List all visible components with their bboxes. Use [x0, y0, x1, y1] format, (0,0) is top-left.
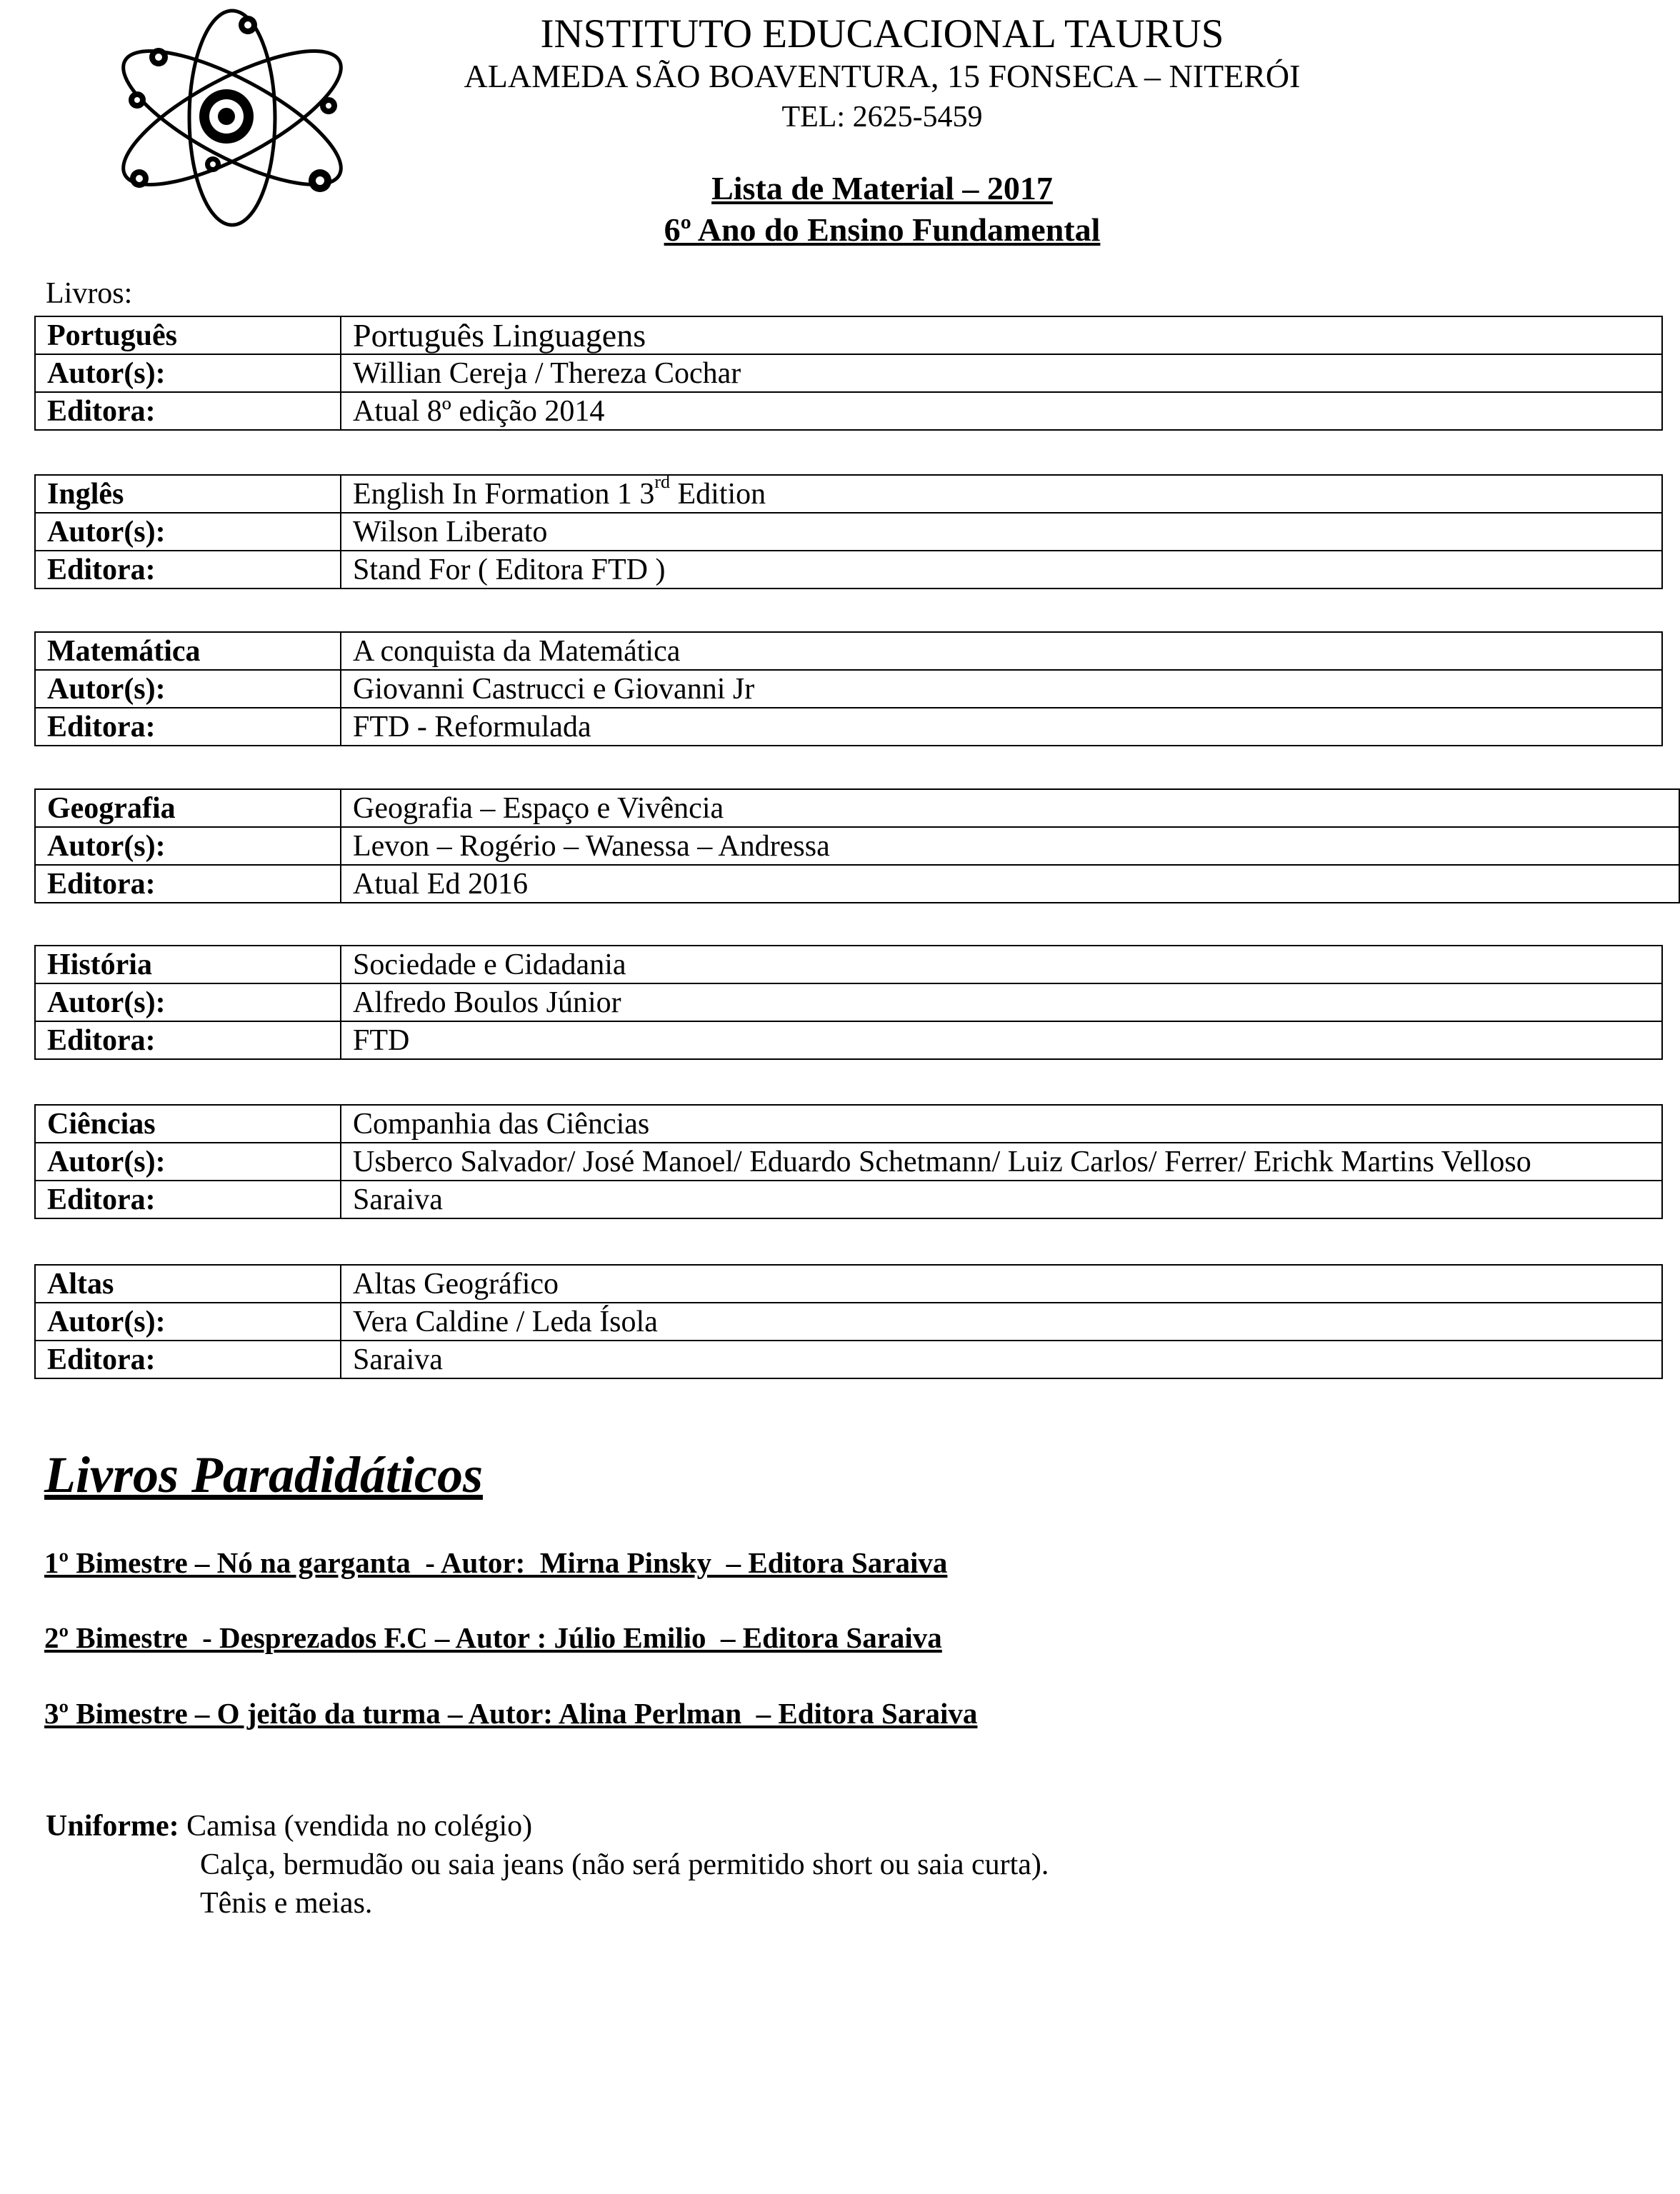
book-publisher: Stand For ( Editora FTD )	[341, 551, 1662, 588]
book-author: Alfredo Boulos Júnior	[341, 983, 1662, 1021]
book-author: Giovanni Castrucci e Giovanni Jr	[341, 670, 1662, 708]
author-label: Autor(s):	[35, 1143, 341, 1181]
school-name: INSTITUTO EDUCACIONAL TAURUS	[540, 11, 1224, 56]
publisher-label: Editora:	[35, 551, 341, 588]
publisher-label: Editora:	[35, 865, 341, 903]
atom-logo	[107, 7, 357, 229]
book-table-altas	[34, 1264, 1663, 1379]
author-label: Autor(s):	[35, 827, 341, 865]
book-table-matematica	[34, 631, 1663, 746]
grade-title: 6º Ano do Ensino Fundamental	[664, 211, 1101, 248]
book-publisher: Saraiva	[341, 1181, 1662, 1218]
publisher-label: Editora:	[35, 1341, 341, 1378]
school-address: ALAMEDA SÃO BOAVENTURA, 15 FONSECA – NITERÓI	[464, 58, 1301, 94]
subject-label: Ciências	[35, 1105, 341, 1143]
book-table-ingles	[34, 474, 1663, 589]
subject-label: História	[35, 946, 341, 983]
book-author: Willian Cereja / Thereza Cochar	[341, 354, 1662, 392]
uniform-label: Uniforme:	[46, 1810, 179, 1843]
book-author: Levon – Rogério – Wanessa – Andressa	[341, 827, 1679, 865]
publisher-label: Editora:	[35, 1181, 341, 1218]
book-publisher: FTD - Reformulada	[341, 708, 1662, 746]
book-title-suffix: Edition	[670, 478, 766, 511]
paradidaticos-heading: Livros Paradidáticos	[44, 1446, 483, 1503]
books-label: Livros:	[46, 277, 133, 310]
bimester-item-2: 2º Bimestre - Desprezados F.C – Autor : Júlio Emilio – Editora Saraiva	[44, 1621, 942, 1654]
book-publisher: FTD	[341, 1021, 1662, 1059]
book-author: Wilson Liberato	[341, 513, 1662, 551]
book-table-geografia	[34, 788, 1680, 903]
author-label: Autor(s):	[35, 983, 341, 1021]
book-title	[341, 475, 1662, 513]
book-title-ordinal: rd	[654, 475, 670, 492]
material-list-title	[400, 168, 1364, 251]
publisher-label: Editora:	[35, 708, 341, 746]
author-label: Autor(s):	[35, 1303, 341, 1341]
uniform-item: Calça, bermudão ou saia jeans (não será permitido short ou saia curta).	[200, 1848, 1049, 1881]
bimester-item-3: 3º Bimestre – O jeitão da turma – Autor: Alina Perlman – Editora Saraiva	[44, 1697, 978, 1730]
author-label: Autor(s):	[35, 354, 341, 392]
book-table-portugues	[34, 316, 1663, 431]
bimester-item-1: 1º Bimestre – Nó na garganta - Autor: Mirna Pinsky – Editora Saraiva	[44, 1546, 948, 1579]
book-author: Vera Caldine / Leda Ísola	[341, 1303, 1662, 1341]
book-title: Geografia – Espaço e Vivência	[341, 789, 1679, 827]
book-title: Companhia das Ciências	[341, 1105, 1662, 1143]
subject-label: Geografia	[35, 789, 341, 827]
author-label: Autor(s):	[35, 513, 341, 551]
book-author: Usberco Salvador/ José Manoel/ Eduardo Schetmann/ Luiz Carlos/ Ferrer/ Erichk Martins Velloso	[341, 1143, 1662, 1181]
book-table-ciencias	[34, 1104, 1663, 1219]
book-title: Altas Geográfico	[341, 1265, 1662, 1303]
book-table-historia	[34, 945, 1663, 1060]
publisher-label: Editora:	[35, 1021, 341, 1059]
uniform-line-1	[46, 1807, 1049, 1845]
book-title: Sociedade e Cidadania	[341, 946, 1662, 983]
list-title: Lista de Material – 2017	[711, 170, 1053, 206]
uniform-section	[46, 1807, 1049, 1923]
book-publisher: Saraiva	[341, 1341, 1662, 1378]
book-title: A conquista da Matemática	[341, 632, 1662, 670]
uniform-item: Tênis e meias.	[200, 1887, 373, 1920]
atom-nucleus	[199, 89, 254, 144]
school-header	[400, 13, 1364, 137]
book-publisher: Atual 8º edição 2014	[341, 392, 1662, 430]
school-phone: TEL: 2625-5459	[781, 101, 983, 134]
subject-label: Matemática	[35, 632, 341, 670]
book-publisher: Atual Ed 2016	[341, 865, 1679, 903]
publisher-label: Editora:	[35, 392, 341, 430]
book-title-main: English In Formation 1 3	[353, 478, 655, 511]
author-label: Autor(s):	[35, 670, 341, 708]
subject-label: Inglês	[35, 475, 341, 513]
uniform-item: Camisa (vendida no colégio)	[186, 1810, 533, 1843]
subject-label: Altas	[35, 1265, 341, 1303]
book-title: Português Linguagens	[341, 316, 1662, 354]
subject-label: Português	[35, 316, 341, 354]
